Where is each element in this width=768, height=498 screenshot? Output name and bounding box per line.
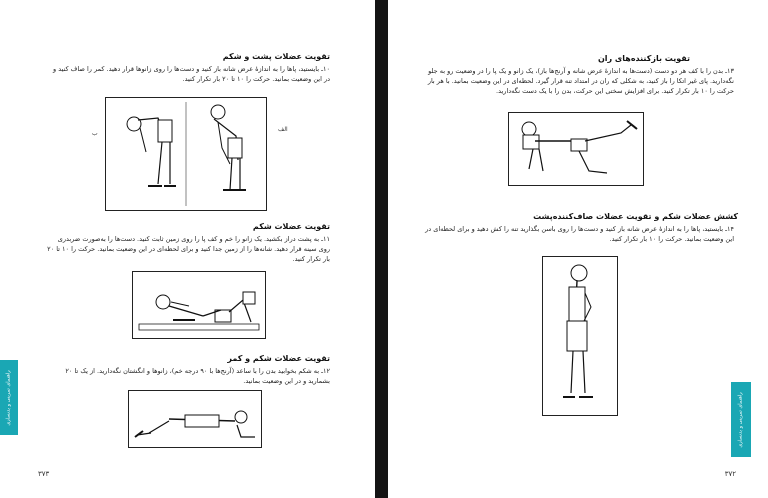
figure-plank <box>128 390 262 448</box>
section-body-abs: ۱۱ـ به پشت دراز بکشید. یک زانو را خم و کف پا را روی زمین ثابت کنید. دست‌ها را به‌صورت ضربدری روی سینه قرار دهید. شانه‌ها را از زمین جدا کنید و برای لحظه‌ای در این وضعیت بمانید. حرکت را ۱۰ تا ۲۰ بار تکرار کنید. <box>47 235 330 263</box>
section-body-hip-extensors: ۱۳ـ بدن را با کف هر دو دست (دست‌ها به اندازهٔ عرض شانه و آرنج‌ها باز)، یک زانو و یک پا را در وضعیت رو به جلو نگه‌دارید. پای غیر اتکا را باز کنید، به شکلی که ران در امتداد تنه قرار گیرد. لحظه‌ای در این وضعیت بمانید. با هر بار حرکت را ۱۰ بار تکرار کنید. برای افزایش سختی این حرکت، بدن را با یک دست نگه‌دارید. <box>427 67 734 95</box>
lying-crunch-illustration <box>133 272 265 338</box>
bent-over-standing-illustration <box>106 98 266 210</box>
figure-label-alef: الف <box>278 126 288 133</box>
left-side-tab <box>0 360 18 435</box>
section-body-abs-back: ۱۲ـ به شکم بخوابید بدن را با ساعد (آرنج‌ها با ۹۰ درجه خم)، زانوها و انگشتان نگه‌دارید. از یک تا ۲۰ بشمارید و در این وضعیت بمانید. <box>65 367 330 385</box>
section-body-back-abs: ۱۰ـ بایستید، پاها را به اندازهٔ عرض شانه باز کنید و دست‌ها را روی زانوها قرار دهید. کمر را صاف کنید و در این وضعیت بمانید. حرکت را ۱۰ تا ۲۰ بار تکرار کنید. <box>52 65 330 83</box>
section-heading-stretch: کشش عضلات شکم و تقویت عضلات صاف‌کننده‌پشت <box>533 212 738 221</box>
left-page <box>0 0 375 498</box>
right-side-tab <box>731 382 751 457</box>
standing-back-extension-illustration <box>543 257 617 415</box>
right-page <box>388 0 768 498</box>
section-heading-hip-extensors: تقویت بازکننده‌های ران <box>597 54 690 63</box>
forearm-plank-illustration <box>129 391 261 447</box>
figure-standing-bent <box>105 97 267 211</box>
figure-standing-extension <box>542 256 618 416</box>
page-number-right: ۳۷۲ <box>724 470 736 478</box>
figure-label-be: ب <box>92 130 98 137</box>
section-heading-back-abs: تقویت عضلات پشت و شکم <box>222 52 330 61</box>
quadruped-leg-extension-illustration <box>509 113 643 185</box>
left-side-tab-label: راهنمای تمرینی و بدنسازی <box>6 369 13 426</box>
figure-lying-crunch <box>132 271 266 339</box>
section-heading-abs-back: تقویت عضلات شکم و کمر <box>227 354 330 363</box>
section-body-stretch: ۱۴ـ بایستید، پاها را به اندازهٔ عرض شانه باز کنید و دست‌ها را روی باسن بگذارید تنه را کش دهید و برای لحظه‌ای در این وضعیت بمانید. حرکت را ۱۰ بار تکرار کنید. <box>425 225 734 243</box>
right-side-tab-label: راهنمای تمرینی و بدنسازی <box>738 391 745 448</box>
figure-bird-dog <box>508 112 644 186</box>
page-number-left: ۳۷۳ <box>38 470 50 478</box>
book-gutter <box>375 0 388 498</box>
section-heading-abs: تقویت عضلات شکم <box>252 222 330 231</box>
